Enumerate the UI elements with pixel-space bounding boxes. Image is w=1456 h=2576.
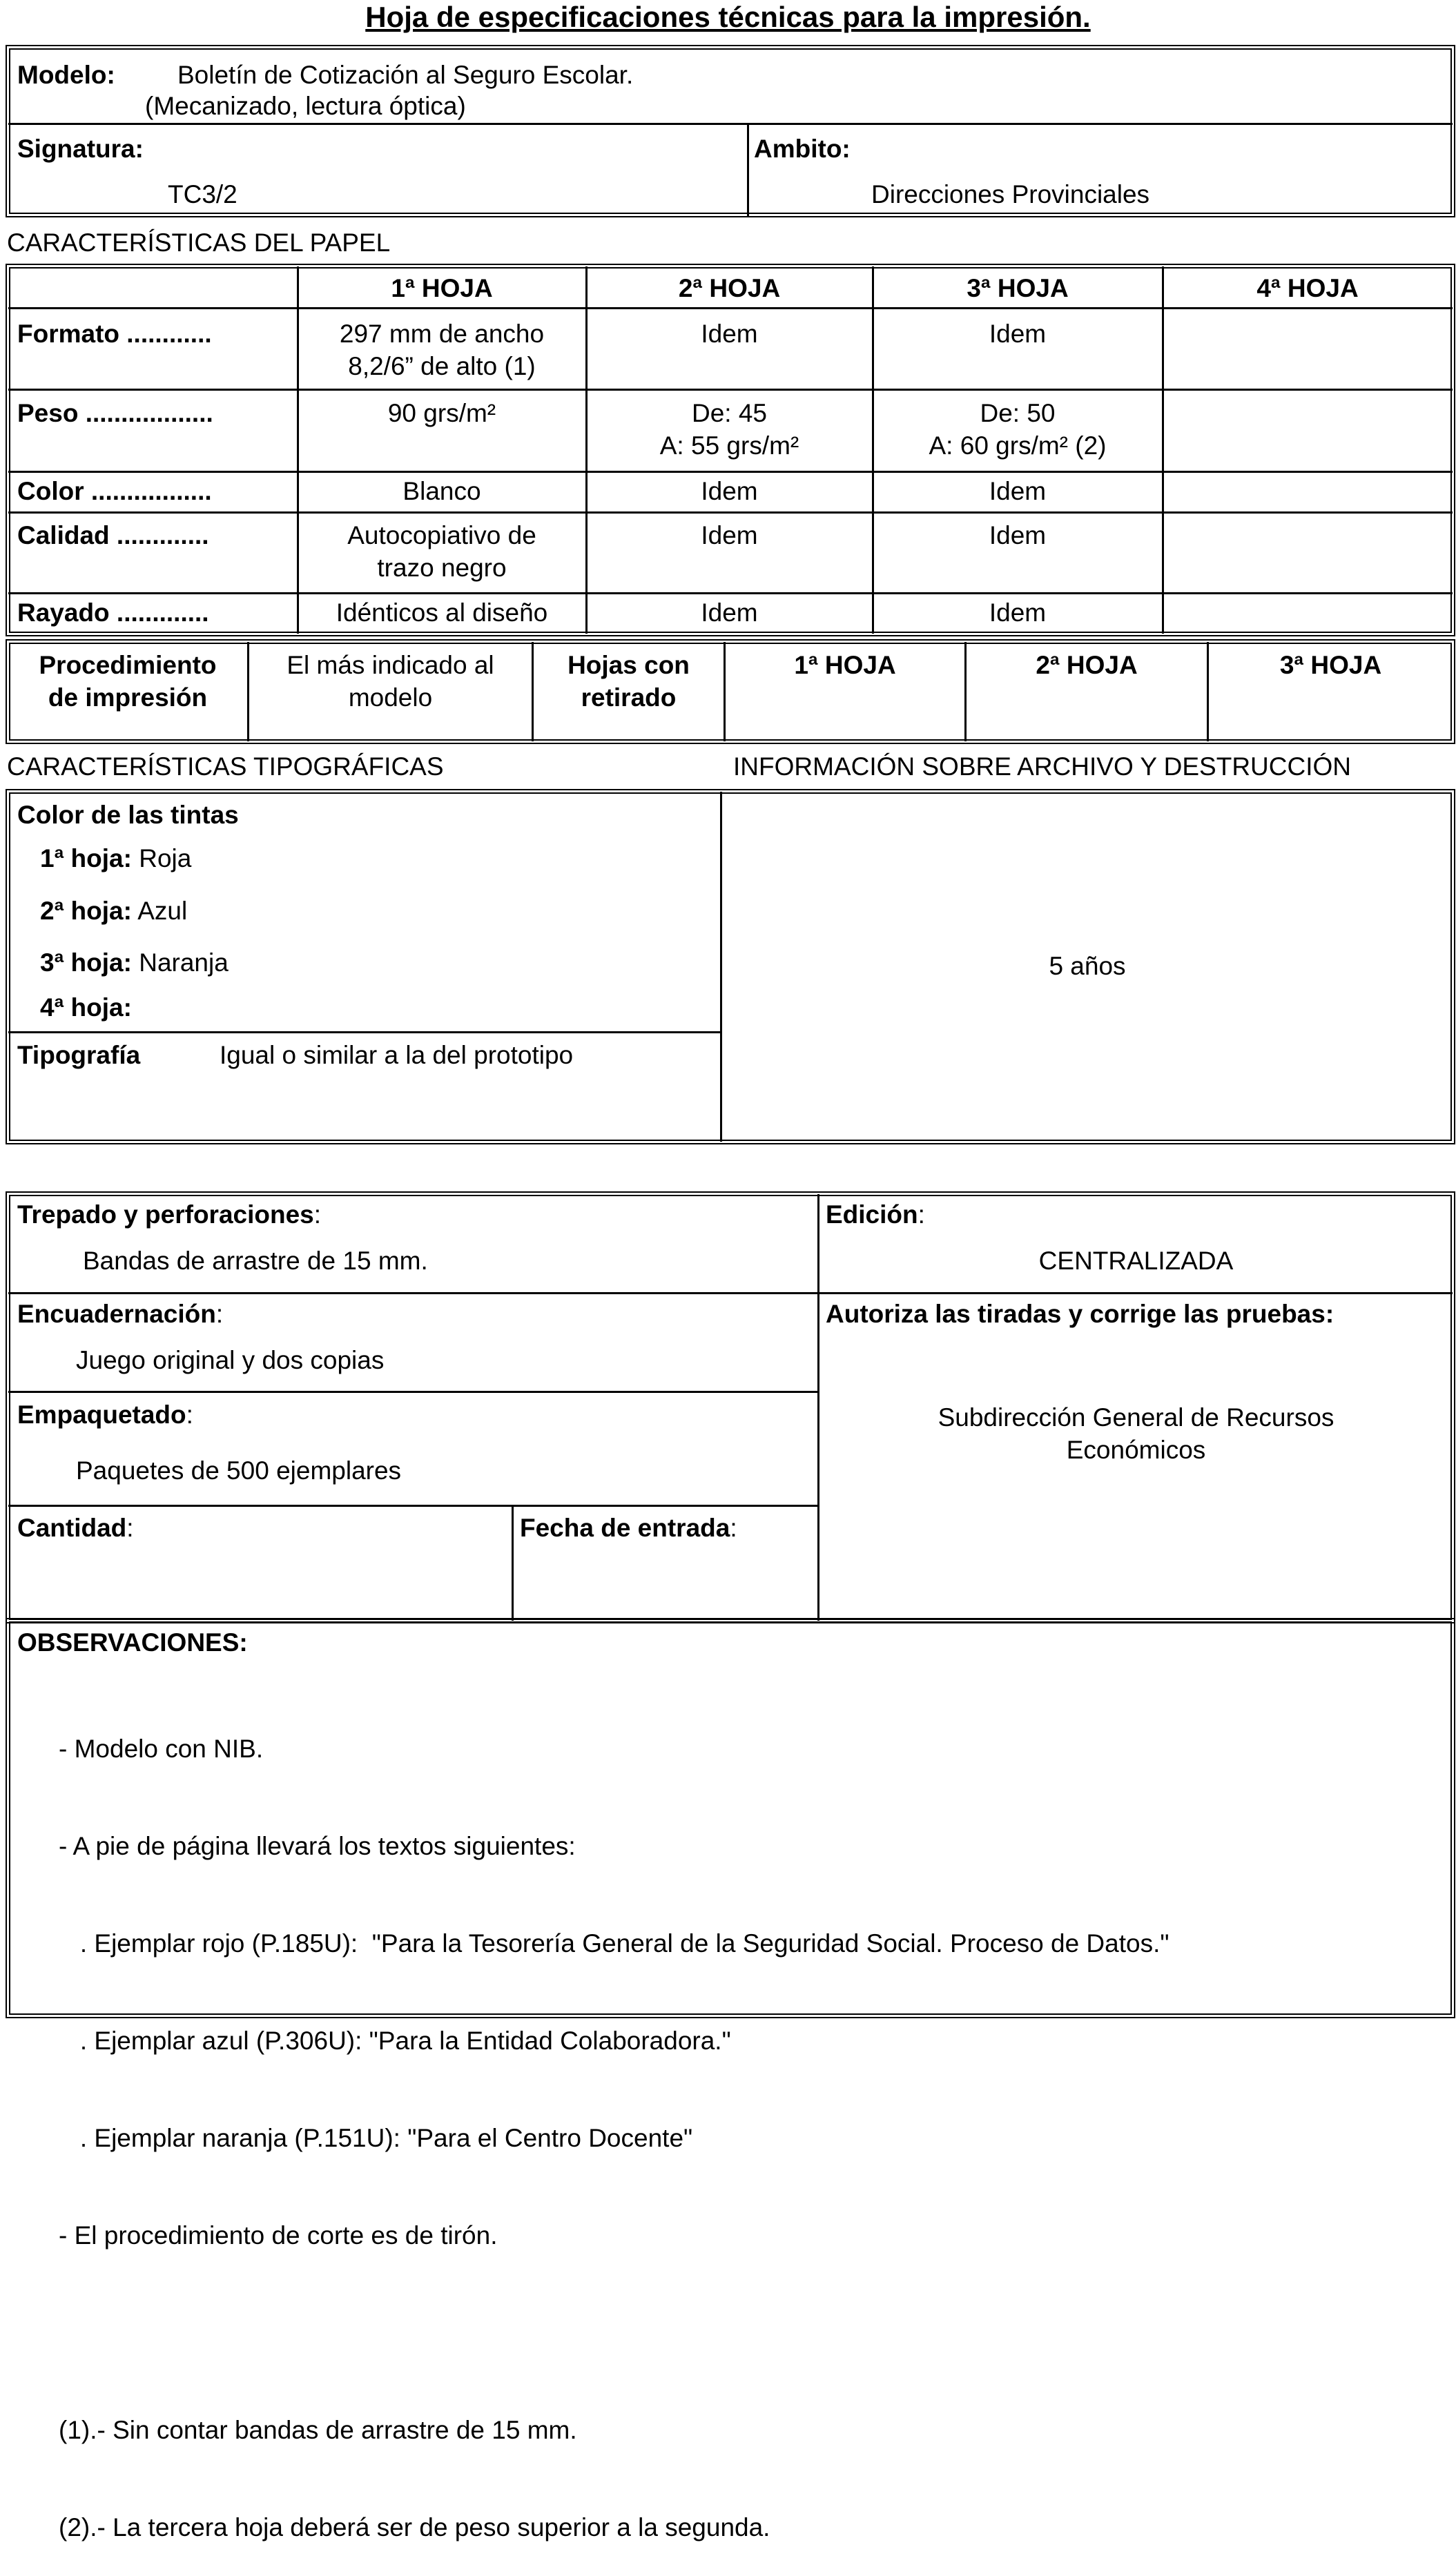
- edicion-label: [826, 1198, 925, 1231]
- list-item: . Ejemplar naranja (P.151U): "Para el Centro Docente": [59, 2124, 693, 2152]
- list-item: . Ejemplar rojo (P.185U): "Para la Tesorería General de la Seguridad Social. Proceso de Datos.": [59, 1929, 1169, 1958]
- cantidad-label-text: Cantidad: [17, 1514, 127, 1542]
- table-cell: Idem: [701, 521, 758, 549]
- paper-section-title: CARACTERÍSTICAS DEL PAPEL: [7, 228, 391, 257]
- trepado-label: [17, 1198, 321, 1231]
- tipografia-label: Tipografía: [17, 1041, 141, 1069]
- signatura-value: TC3/2: [168, 180, 237, 208]
- encuadernacion-label-text: Encuadernación: [17, 1300, 216, 1328]
- table-cell: Idem: [989, 598, 1047, 627]
- autoriza-label: Autoriza las tiradas y corrige las pruebas:: [826, 1300, 1334, 1328]
- trepado-label-text: Trepado y perforaciones: [17, 1200, 314, 1229]
- list-item: (2).- La tercera hoja deberá ser de peso superior a la segunda.: [59, 2513, 770, 2541]
- archive-section-title: INFORMACIÓN SOBRE ARCHIVO Y DESTRUCCIÓN: [733, 752, 1351, 781]
- observaciones-label: OBSERVACIONES:: [17, 1628, 248, 1657]
- ambito-value: Direcciones Provinciales: [871, 180, 1150, 208]
- row-label-calidad: Calidad .............: [17, 521, 209, 549]
- retirado-label-2: retirado: [581, 683, 677, 712]
- retirado-label: [534, 649, 724, 714]
- list-item: - A pie de página llevará los textos siguientes:: [59, 1832, 576, 1860]
- list-item: [59, 2316, 1169, 2349]
- procedure-value: [249, 649, 532, 714]
- col-header-3: 3ª HOJA: [967, 274, 1069, 302]
- procedure-hoja-3: 3ª HOJA: [1279, 651, 1382, 679]
- modelo-value: Boletín de Cotización al Seguro Escolar.: [177, 61, 634, 89]
- tipografia-value: Igual o similar a la del prototipo: [220, 1041, 574, 1069]
- retirado-label-1: Hojas con: [567, 651, 690, 679]
- fecha-label: [520, 1512, 737, 1544]
- table-cell: 297 mm de ancho 8,2/6” de alto (1): [339, 320, 545, 380]
- procedure-hoja-2: 2ª HOJA: [1036, 651, 1138, 679]
- row-label-peso: Peso ..................: [17, 399, 213, 427]
- empaquetado-label-text: Empaquetado: [17, 1401, 186, 1429]
- list-item: (1).- Sin contar bandas de arrastre de 15 mm.: [59, 2416, 577, 2444]
- colon: :: [126, 1514, 134, 1542]
- divider: [8, 123, 1453, 125]
- divider: [8, 511, 1453, 514]
- inks-label: Color de las tintas: [17, 801, 239, 829]
- autoriza-value: [819, 1401, 1453, 1466]
- list-item: - Modelo con NIB.: [59, 1735, 264, 1763]
- procedure-value-1: El más indicado al: [287, 651, 494, 679]
- table-cell: Idem: [701, 598, 758, 627]
- ink-row-3: [40, 946, 229, 979]
- autoriza-value-1: Subdirección General de Recursos: [938, 1403, 1334, 1432]
- table-cell: 90 grs/m²: [387, 399, 496, 427]
- edicion-label-text: Edición: [826, 1200, 918, 1229]
- modelo-label: Modelo:: [17, 61, 115, 89]
- table-cell: Idem: [989, 477, 1047, 505]
- col-header-4: 4ª HOJA: [1256, 274, 1359, 302]
- empaquetado-value: Paquetes de 500 ejemplares: [76, 1456, 402, 1485]
- table-cell: Blanco: [402, 477, 481, 505]
- typography-section-title: CARACTERÍSTICAS TIPOGRÁFICAS: [7, 752, 444, 781]
- divider: [747, 123, 749, 216]
- colon: :: [215, 1300, 224, 1328]
- ink-row-1: [40, 842, 191, 875]
- divider: [8, 307, 1453, 309]
- colon: :: [730, 1514, 737, 1542]
- encuadernacion-label: [17, 1298, 223, 1330]
- divider: [8, 1292, 817, 1294]
- cantidad-label: [17, 1512, 134, 1544]
- colon: :: [918, 1200, 925, 1229]
- divider: [512, 1505, 514, 1621]
- signatura-label: Signatura:: [17, 135, 144, 163]
- divider: [8, 1391, 817, 1393]
- autoriza-value-2: Económicos: [1066, 1436, 1206, 1464]
- col-header-2: 2ª HOJA: [678, 274, 781, 302]
- ink-label: 1ª hoja:: [40, 844, 132, 872]
- ink-label: 4ª hoja:: [40, 993, 132, 1022]
- colon: :: [313, 1200, 322, 1229]
- table-cell: Idem: [701, 320, 758, 348]
- archive-value: 5 años: [1049, 952, 1126, 980]
- table-cell: Idem: [989, 320, 1047, 348]
- row-label-color: Color .................: [17, 477, 212, 505]
- ink-label: 3ª hoja:: [40, 948, 132, 977]
- procedure-label-2: de impresión: [48, 683, 208, 712]
- procedure-hoja-1: 1ª HOJA: [794, 651, 896, 679]
- table-cell: Idem: [989, 521, 1047, 549]
- divider: [817, 1292, 1453, 1294]
- row-label-rayado: Rayado .............: [17, 598, 209, 627]
- row-label-formato: Formato ............: [17, 320, 212, 348]
- table-cell: De: 50 A: 60 grs/m² (2): [929, 399, 1107, 460]
- table-cell: Autocopiativo de trazo negro: [347, 521, 536, 582]
- table-cell: De: 45 A: 55 grs/m²: [659, 399, 799, 460]
- ink-value: Naranja: [139, 948, 229, 977]
- ambito-label: Ambito:: [754, 135, 851, 163]
- procedure-value-2: modelo: [348, 683, 433, 712]
- divider: [1162, 266, 1164, 634]
- empaquetado-label: [17, 1398, 193, 1431]
- divider: [8, 1505, 817, 1507]
- list-item: - El procedimiento de corte es de tirón.: [59, 2221, 498, 2250]
- ink-row-2: [40, 895, 187, 927]
- ink-value: Roja: [139, 844, 192, 872]
- observaciones-list: [59, 1668, 1169, 2576]
- divider: [8, 1031, 720, 1033]
- modelo-value-2: (Mecanizado, lectura óptica): [145, 92, 466, 120]
- fecha-label-text: Fecha de entrada: [520, 1514, 730, 1542]
- divider: [8, 592, 1453, 594]
- procedure-label-1: Procedimiento: [39, 651, 217, 679]
- divider: [8, 389, 1453, 391]
- edicion-value: CENTRALIZADA: [1038, 1247, 1234, 1275]
- trepado-value: Bandas de arrastre de 15 mm.: [83, 1247, 428, 1275]
- colon: :: [186, 1401, 193, 1429]
- ink-value: Azul: [137, 897, 188, 925]
- divider: [8, 471, 1453, 473]
- ink-row-4: [40, 991, 132, 1024]
- col-header-1: 1ª HOJA: [391, 274, 493, 302]
- ink-label: 2ª hoja:: [40, 897, 132, 925]
- table-cell: Idénticos al diseño: [336, 598, 548, 627]
- table-cell: Idem: [701, 477, 758, 505]
- list-item: . Ejemplar azul (P.306U): "Para la Entidad Colaboradora.": [59, 2027, 731, 2055]
- procedure-label: [8, 649, 247, 714]
- encuadernacion-value: Juego original y dos copias: [76, 1346, 385, 1374]
- page-title: Hoja de especificaciones técnicas para la impresión.: [365, 1, 1091, 33]
